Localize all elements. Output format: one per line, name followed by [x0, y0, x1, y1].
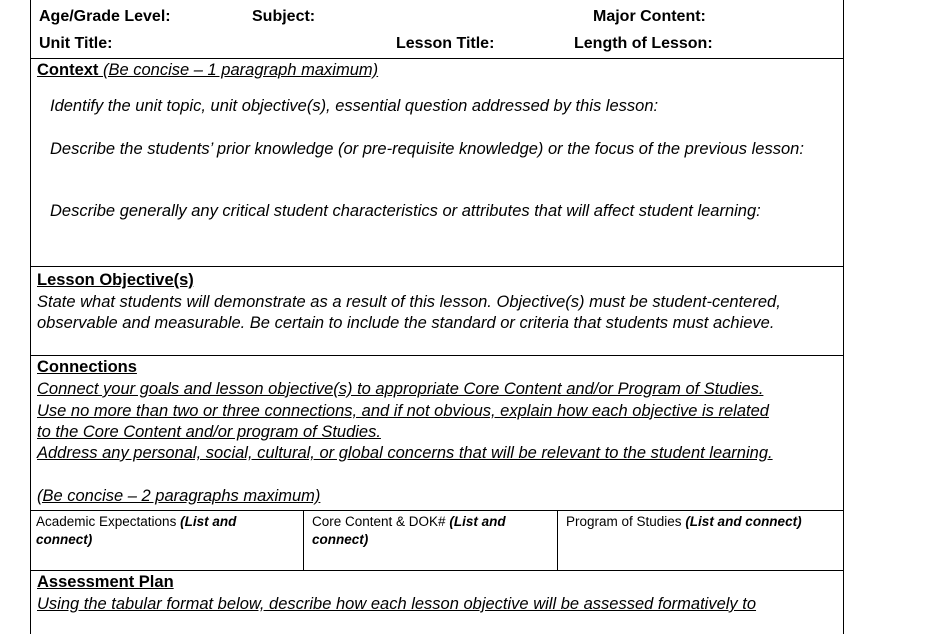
program-of-studies-label: Program of Studies — [566, 514, 686, 529]
core-content-dok-label: Core Content & DOK# — [312, 514, 450, 529]
academic-expectations-cell — [36, 513, 296, 549]
connections-note: (Be concise – 2 paragraphs maximum) — [37, 487, 321, 505]
connections-text-concerns: Address any personal, social, cultural, or global concerns that will be relevant to the student learning. — [37, 444, 773, 462]
assessment-plan-text: Using the tabular format below, describe how each lesson objective will be assessed formatively to — [37, 595, 757, 613]
table-column-divider — [303, 510, 304, 570]
assessment-plan-title: Assessment Plan — [37, 573, 174, 591]
program-of-studies-cell — [566, 513, 841, 531]
core-content-dok-note: (List and connect) — [312, 514, 506, 547]
divider — [31, 58, 843, 59]
lesson-objectives-text: State what students will demonstrate as a result of this lesson. Objective(s) must be student-centered, observable and measurable. Be certain to include the standard or criteria that students must achieve. — [37, 293, 781, 332]
lesson-objectives-title: Lesson Objective(s) — [37, 271, 194, 289]
academic-expectations-label: Academic Expectations — [36, 514, 181, 529]
program-of-studies-note: (List and connect) — [685, 514, 802, 529]
lesson-title-label: Lesson Title: — [396, 35, 495, 52]
context-prompt-unit-topic: Identify the unit topic, unit objective(s), essential question addressed by this lesson: — [50, 97, 659, 115]
length-of-lesson-label: Length of Lesson: — [574, 35, 713, 52]
divider — [31, 266, 843, 267]
connections-title: Connections — [37, 358, 137, 376]
context-section-title — [37, 61, 378, 80]
unit-title-label: Unit Title: — [39, 35, 113, 52]
context-note: (Be concise – 1 paragraph maximum) — [103, 61, 379, 79]
table-bottom-border — [31, 570, 843, 571]
lesson-plan-form — [30, 0, 844, 634]
major-content-label: Major Content: — [593, 8, 706, 25]
core-content-dok-cell — [312, 513, 552, 549]
context-prompt-prior-knowledge: Describe the students’ prior knowledge (or pre-requisite knowledge) or the focus of the previous lesson: — [50, 140, 804, 158]
table-top-border — [31, 510, 843, 511]
academic-expectations-note: (List and connect) — [36, 514, 237, 547]
table-column-divider — [557, 510, 558, 570]
context-prompt-student-characteristics: Describe generally any critical student characteristics or attributes that will affect student learning: — [50, 202, 761, 220]
context-title-text: Context — [37, 61, 103, 79]
subject-label: Subject: — [252, 8, 316, 25]
divider — [31, 355, 843, 356]
age-grade-label: Age/Grade Level: — [39, 8, 171, 25]
connections-text-goals: Connect your goals and lesson objective(s) to appropriate Core Content and/or Program of Studies. Use no more than two or three connections, and if not obvious, explain how each objective is related to the Core Content and/or program of Studies. — [37, 380, 769, 441]
